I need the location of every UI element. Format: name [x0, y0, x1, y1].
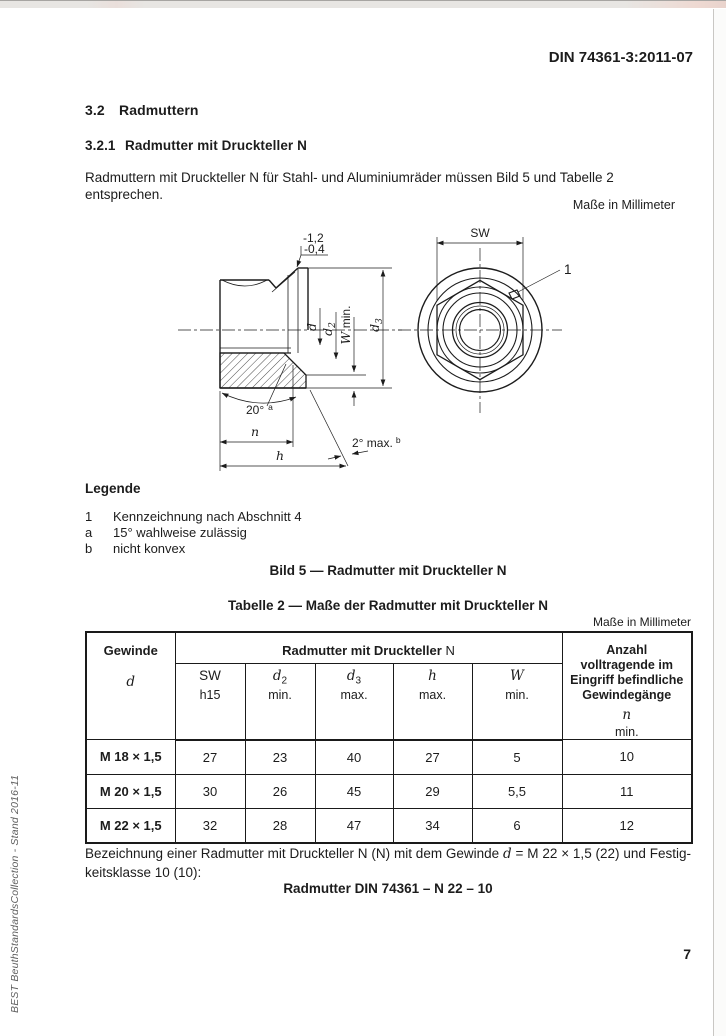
dim-d-label: d — [304, 322, 319, 332]
legend-title: Legende — [85, 481, 141, 496]
callout-1-label: 1 — [564, 262, 572, 277]
header-d3: $d_3$ — [346, 668, 362, 687]
tolerance-upper-label: -1,2 — [303, 231, 324, 245]
section-heading — [85, 102, 199, 118]
header-d3-unit: max. — [340, 688, 368, 702]
cell-value: 5 — [472, 740, 562, 775]
cell-value: 34 — [393, 808, 472, 843]
dim-d2-label: $d_2$ — [320, 322, 338, 336]
header-sw-unit: h15 — [199, 688, 221, 702]
legend-item — [85, 525, 247, 541]
angle-2-label: 2° max. $^b$ — [352, 435, 401, 450]
designation-line-2: keitsklasse 10 (10): — [85, 864, 202, 880]
header-d2-unit: min. — [268, 688, 292, 702]
page-edge-line — [713, 9, 714, 1036]
cell-value: 32 — [175, 808, 245, 843]
table-row — [86, 774, 692, 808]
table-row — [86, 808, 692, 843]
designation-result: Radmutter DIN 74361 – N 22 – 10 — [283, 881, 493, 896]
cell-value: 6 — [472, 808, 562, 843]
cell-value: 40 — [315, 740, 393, 775]
cell-value: 23 — [245, 740, 315, 775]
legend-item — [85, 541, 185, 557]
section-view-labels — [246, 231, 401, 463]
units-note-figure: Maße in Millimeter — [572, 198, 675, 212]
tolerance-lower-label: -0,4 — [304, 242, 325, 256]
header-anzahl-cell — [562, 632, 692, 740]
cell-gewinde: M 20 × 1,5 — [86, 774, 175, 808]
scanned-page-top-edge — [0, 0, 726, 9]
header-anzahl-unit: min. — [614, 725, 639, 739]
legend-key: a — [85, 525, 93, 540]
header-gewinde-cell — [86, 632, 175, 740]
document-reference: DIN 74361-3:2011-07 — [548, 49, 693, 66]
table-caption: Tabelle 2 — Maße der Radmutter mit Druckteller N — [227, 598, 549, 613]
table-row — [86, 740, 692, 775]
header-d2: $d_2$ — [272, 668, 288, 687]
cell-value: 5,5 — [472, 774, 562, 808]
cell-gewinde: M 22 × 1,5 — [86, 808, 175, 843]
designation-paragraph — [85, 845, 691, 881]
header-h-unit: max. — [418, 688, 447, 702]
legend-item — [85, 509, 302, 525]
cell-value: 30 — [175, 774, 245, 808]
table-2 — [85, 631, 693, 844]
table-header-row-1 — [86, 632, 692, 664]
header-gewinde: Gewinde — [103, 643, 158, 658]
legend-text: nicht konvex — [113, 541, 186, 556]
header-d2-cell — [245, 664, 315, 740]
front-view-labels — [470, 226, 571, 277]
dim-sw-label: SW — [470, 226, 490, 240]
subsection-number: 3.2.1 — [85, 138, 116, 153]
header-w-cell — [472, 664, 562, 740]
section-number: 3.2 — [85, 102, 105, 118]
dim-d3-label: $d_3$ — [367, 318, 385, 332]
units-note-table: Maße in Millimeter — [592, 615, 691, 629]
dim-w-label: W min. — [338, 305, 353, 345]
cell-gewinde: M 18 × 1,5 — [86, 740, 175, 775]
cell-value: 10 — [562, 740, 692, 775]
header-span: Radmutter mit Druckteller N — [282, 643, 455, 658]
legend-key: 1 — [85, 509, 93, 524]
collection-watermark: BEST BeuthStandardsCollection - Stand 2016-11 — [9, 774, 21, 1013]
section-title: Radmuttern — [119, 102, 199, 118]
cell-value: 28 — [245, 808, 315, 843]
header-w: W — [510, 668, 524, 684]
cell-value: 27 — [175, 740, 245, 775]
header-anzahl-symbol: n — [622, 707, 632, 723]
header-span-cell — [175, 632, 562, 664]
figure-caption: Bild 5 — Radmutter mit Druckteller N — [269, 563, 507, 578]
header-anzahl: Anzahl volltragende im Eingriff befindliche Gewindegänge — [570, 643, 684, 702]
legend-text: Kennzeichnung nach Abschnitt 4 — [113, 509, 302, 524]
cell-value: 12 — [562, 808, 692, 843]
page-right-margin — [714, 9, 726, 1036]
cell-value: 26 — [245, 774, 315, 808]
legend-text: 15° wahlweise zulässig — [113, 525, 247, 540]
cell-value: 47 — [315, 808, 393, 843]
cell-value: 27 — [393, 740, 472, 775]
front-view — [398, 237, 562, 413]
header-d3-cell — [315, 664, 393, 740]
cell-value: 29 — [393, 774, 472, 808]
dim-h-label: h — [275, 448, 285, 463]
header-h: h — [428, 668, 437, 684]
subsection-title: Radmutter mit Druckteller N — [125, 138, 307, 153]
designation-line-1: Bezeichnung einer Radmutter mit Druckteller N (N) mit dem Gewinde d = M 22 × 1,5 (22) und Festig- — [85, 846, 692, 862]
intro-paragraph: Radmuttern mit Druckteller N für Stahl- und Aluminiumräder müssen Bild 5 und Tabelle 2 entsprechen. — [85, 170, 614, 202]
figure-bild-5 — [170, 213, 690, 478]
cell-value: 45 — [315, 774, 393, 808]
subsection-heading — [85, 138, 307, 153]
header-sw: SW — [199, 668, 221, 683]
header-w-unit: min. — [505, 688, 529, 702]
header-h-cell — [393, 664, 472, 740]
angle-20-label: 20° $^a$ — [246, 402, 273, 417]
cell-value: 11 — [562, 774, 692, 808]
header-sw-cell — [175, 664, 245, 740]
legend-key: b — [85, 541, 93, 556]
page-number: 7 — [683, 946, 691, 962]
header-gewinde-symbol: d — [126, 674, 136, 690]
dim-n-label: n — [250, 424, 260, 439]
